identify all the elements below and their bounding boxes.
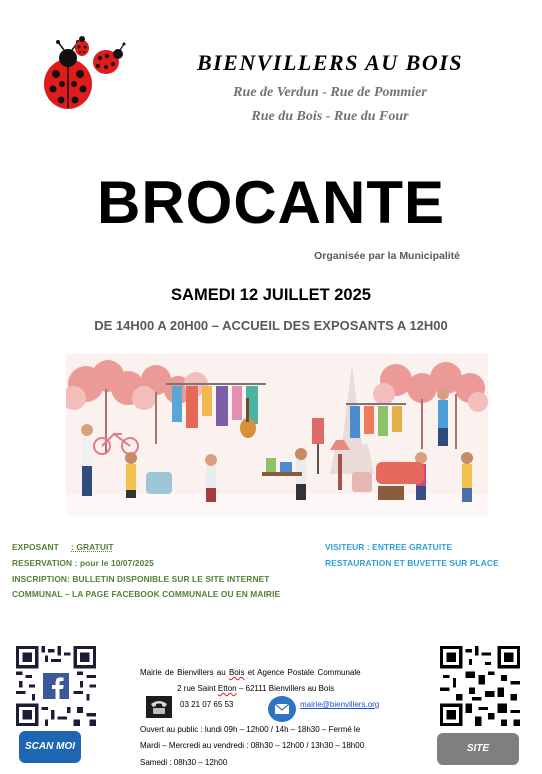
streets-line-1: Rue de Verdun - Rue de Pommier	[233, 85, 427, 100]
address-line: 2 rue Saint Etton – 62111 Bienvillers au Bois	[177, 684, 335, 693]
town-name: BIENVILLERS AU BOIS	[196, 50, 464, 75]
event-date: SAMEDI 12 JUILLET 2025	[171, 286, 371, 304]
opening-hours-1: Ouvert au public : lundi 09h – 12h00 / 14h – 18h30 – Fermé le	[140, 725, 361, 734]
exhibitor-line: EXPOSANT : GRATUIT	[12, 542, 114, 552]
email-link[interactable]: mairie@bienvillers.org	[300, 700, 380, 709]
visitor-line: VISITEUR : ENTREE GRATUITE	[325, 542, 453, 552]
site-button[interactable]: SITE	[437, 733, 519, 765]
phone-icon	[146, 696, 172, 718]
inscription-line: INSCRIPTION: BULLETIN DISPONIBLE SUR LE SITE INTERNET	[12, 574, 270, 584]
reservation-line: RESERVATION : pour le 10/07/2025	[12, 558, 154, 568]
opening-hours-3: Samedi : 08h30 – 12h00	[140, 758, 228, 767]
ladybug-logo	[40, 34, 130, 114]
facebook-qr-code[interactable]	[16, 646, 96, 726]
catering-line: RESTAURATION ET BUVETTE SUR PLACE	[325, 558, 499, 568]
flea-market-illustration	[66, 354, 488, 516]
streets-line-2: Rue du Bois - Rue du Four	[251, 109, 409, 124]
inscription-line-2: COMMUNAL – LA PAGE FACEBOOK COMMUNALE OU EN MAIRIE	[12, 589, 281, 599]
event-title: BROCANTE	[97, 169, 445, 236]
organiser-text: Organisée par la Municipalité	[314, 250, 460, 262]
event-hours: DE 14H00 A 20H00 – ACCUEIL DES EXPOSANTS A 12H00	[94, 318, 448, 333]
phone-number: 03 21 07 65 53	[180, 700, 234, 709]
email-icon	[268, 696, 296, 722]
mairie-line: Mairie de Bienvillers au Bois et Agence Postale Communale	[140, 668, 361, 677]
website-qr-code[interactable]	[440, 646, 520, 726]
scan-me-button[interactable]: SCAN MOI	[19, 731, 81, 763]
opening-hours-2: Mardi – Mercredi au vendredi : 08h30 – 12h00 / 13h30 – 18h00	[140, 741, 365, 750]
